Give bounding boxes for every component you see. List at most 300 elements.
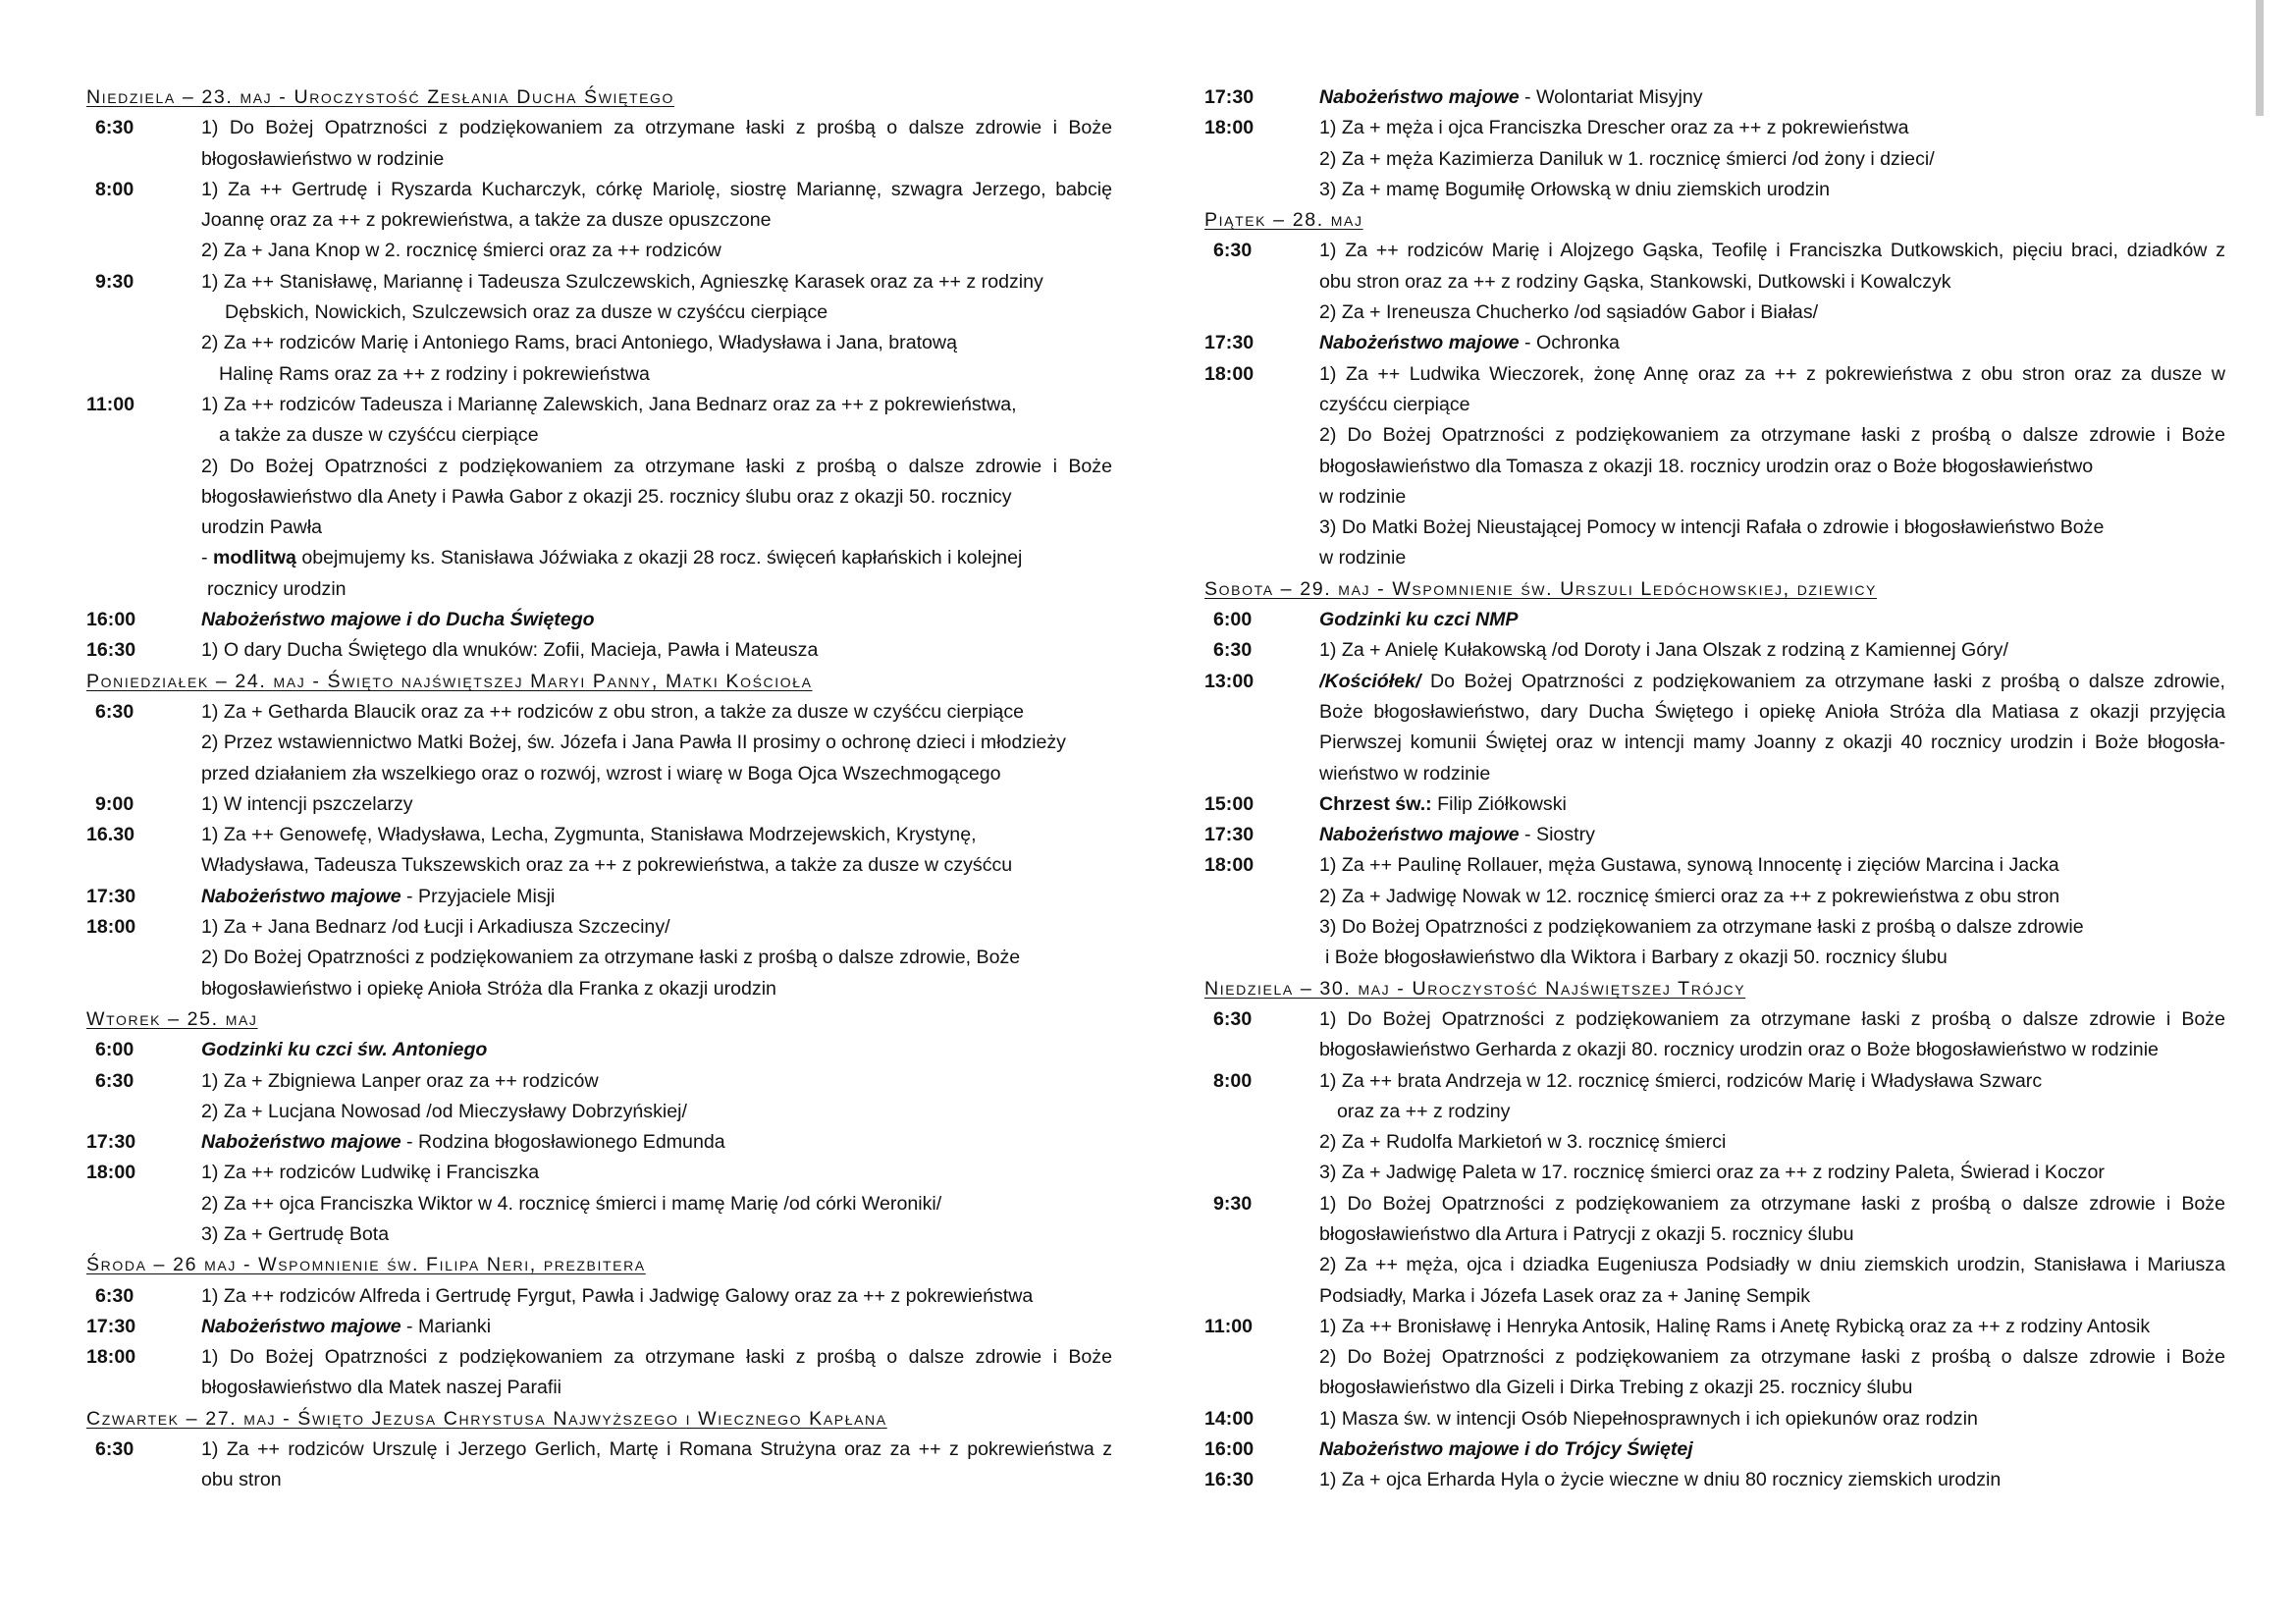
- intention-list: [201, 1127, 1112, 1158]
- service-label: Nabożeństwo majowe: [201, 1131, 401, 1154]
- mass-time: 14:00: [1204, 1407, 1255, 1430]
- intention-line: [201, 605, 1112, 635]
- mass-entry: [86, 1066, 1112, 1128]
- intention-line: [201, 144, 1112, 175]
- mass-entry: [86, 1158, 1112, 1250]
- mass-entry: [1204, 328, 2225, 358]
- line-text: 2) Za ++ ojca Franciszka Wiktor w 4. rocznicę śmierci i mamę Marię /od córki Weroniki/: [201, 1192, 942, 1215]
- line-text: błogosławieństwo Gerharda z okazji 80. rocznicy urodzin oraz o Boże błogosławieństwo w rodzinie: [1319, 1039, 2159, 1061]
- line-text: 3) Do Matki Bożej Nieustającej Pomocy w intencji Rafała o zdrowie i błogosławieństwo Boże: [1319, 516, 2105, 539]
- intention-line: [201, 175, 1112, 205]
- mass-time: 17:30: [1204, 332, 1255, 354]
- intention-list: [1319, 667, 2225, 789]
- intention-line: [1319, 1004, 2225, 1035]
- line-text: błogosławieństwo dla Matek naszej Parafii: [201, 1377, 562, 1399]
- mass-entry: [86, 113, 1112, 175]
- scrollbar-thumb[interactable]: [2256, 0, 2264, 116]
- intention-line: [1319, 175, 2225, 205]
- line-text: błogosławieństwo dla Anety i Pawła Gabor z okazji 25. rocznicy ślubu oraz z okazji 50. rocznicy: [201, 485, 1012, 508]
- intention-line: [201, 1373, 1112, 1403]
- intention-list: [1319, 82, 2225, 113]
- mass-time: 18:00: [1204, 117, 1255, 139]
- intention-list: [1319, 236, 2225, 328]
- line-text: Halinę Rams oraz za ++ z rodziny i pokrewieństwa: [219, 362, 650, 385]
- intention-line: [1319, 1404, 2225, 1435]
- line-text: Godzinki ku czci św. Antoniego: [201, 1039, 488, 1061]
- mass-time: 17:30: [86, 885, 136, 907]
- line-text: wieństwo w rodzinie: [1319, 762, 1491, 785]
- mass-time: 6:30: [1213, 1007, 1253, 1030]
- intention-line: [201, 205, 1112, 236]
- intention-line: [1319, 328, 2225, 358]
- mass-entry: [86, 267, 1112, 390]
- line-text: Dębskich, Nowickich, Szulczewsich oraz za dusze w czyśćcu cierpiące: [225, 301, 828, 324]
- intention-line: [1319, 1189, 2225, 1219]
- intention-line: [1319, 1097, 2225, 1127]
- bold-label: modlitwą: [212, 547, 296, 569]
- line-text: 2) Za + męża Kazimierza Daniluk w 1. rocznicę śmierci /od żony i dzieci/: [1319, 147, 1935, 170]
- line-text: 2) Za ++ męża, ojca i dziadka Eugeniusza Podsiadły w dniu ziemskich urodzin, Stanisława i Mariusza: [1319, 1254, 2225, 1276]
- intention-line: [1319, 359, 2225, 390]
- line-text: - Rodzina błogosławionego Edmunda: [400, 1131, 725, 1154]
- intention-line: [1319, 1219, 2225, 1250]
- mass-entry: [1204, 1435, 2225, 1465]
- line-text: 1) O dary Ducha Świętego dla wnuków: Zofii, Macieja, Pawła i Mateusza: [201, 639, 819, 662]
- intention-list: [201, 390, 1112, 605]
- day-heading: Niedziela – 23. maj - Uroczystość Zesłania Ducha Świętego: [86, 86, 675, 108]
- line-text: 2) Za + Jana Knop w 2. rocznicę śmierci oraz za ++ rodziców: [201, 240, 721, 262]
- line-text: - Przyjaciele Misji: [400, 885, 556, 907]
- intention-line: [1319, 513, 2225, 543]
- mass-entry: [1204, 113, 2225, 205]
- line-text: czyśćcu cierpiące: [1319, 393, 1470, 415]
- intention-list: [1319, 113, 2225, 205]
- line-text: 1) Do Bożej Opatrzności z podziękowaniem za otrzymane łaski z prośbą o dalsze zdrowie i Boże: [1319, 1007, 2225, 1030]
- line-text: 1) Za ++ rodziców Urszulę i Jerzego Gerlich, Martę i Romana Strużyna oraz za ++ z pokrewieństwa z: [201, 1438, 1112, 1461]
- line-text: Nabożeństwo majowe i do Ducha Świętego: [201, 609, 595, 631]
- line-text: obu stron: [201, 1469, 282, 1491]
- intention-line: [201, 1465, 1112, 1495]
- intention-list: [1319, 1312, 2225, 1404]
- intention-line: [201, 359, 1112, 390]
- intention-line: [201, 789, 1112, 820]
- mass-time: 18:00: [86, 916, 136, 939]
- intention-line: [201, 1097, 1112, 1127]
- mass-time: 17:30: [86, 1131, 136, 1154]
- intention-line: [201, 543, 1112, 573]
- intention-line: [1319, 543, 2225, 573]
- intention-line: [201, 943, 1112, 973]
- intention-line: [201, 1219, 1112, 1250]
- day-heading: Sobota – 29. maj - Wspomnienie św. Urszuli Ledóchowskiej, dziewicy: [1204, 577, 1877, 600]
- mass-entry: [86, 605, 1112, 635]
- line-text: Nabożeństwo majowe i do Trójcy Świętej: [1319, 1438, 1693, 1461]
- mass-entry: [86, 1435, 1112, 1496]
- intention-line: [201, 728, 1112, 758]
- intention-list: [201, 175, 1112, 267]
- line-text: 2) Za + Lucjana Nowosad /od Mieczysławy Dobrzyńskiej/: [201, 1100, 687, 1122]
- mass-time: 16:30: [86, 639, 136, 662]
- intention-list: [201, 605, 1112, 635]
- mass-time: 6:30: [1213, 639, 1253, 662]
- intention-line: [201, 452, 1112, 482]
- intention-line: [1319, 635, 2225, 666]
- intention-line: [201, 1312, 1112, 1342]
- mass-entry: [86, 912, 1112, 1004]
- intention-line: [1319, 236, 2225, 266]
- mass-entry: [1204, 236, 2225, 328]
- mass-time: 17:30: [1204, 86, 1255, 108]
- intention-list: [201, 635, 1112, 666]
- line-text: 1) Za ++ Stanisławę, Mariannę i Tadeusza Szulczewskich, Agnieszkę Karasek oraz za ++ z rodziny: [201, 270, 1043, 293]
- line-text: - Ochronka: [1519, 332, 1620, 354]
- line-text: 1) Do Bożej Opatrzności z podziękowaniem za otrzymane łaski z prośbą o dalsze zdrowie i Boże: [1319, 1192, 2225, 1215]
- mass-time: 8:00: [95, 178, 134, 200]
- intention-line: [1319, 1250, 2225, 1280]
- mass-time: 13:00: [1204, 670, 1255, 692]
- line-text: obu stron oraz za ++ z rodziny Gąska, Stankowski, Dutkowski i Kowalczyk: [1319, 270, 1951, 293]
- mass-time: 6:00: [1213, 609, 1253, 631]
- line-text: 1) Za ++ rodziców Alfreda i Gertrudę Fyrgut, Pawła i Jadwigę Galowy oraz za ++ z pokrewieństwa: [201, 1284, 1034, 1307]
- line-text: 2) Za + Rudolfa Markietoń w 3. rocznicę śmierci: [1319, 1131, 1727, 1154]
- mass-entry: [1204, 1465, 2225, 1495]
- intention-line: [1319, 1435, 2225, 1465]
- mass-time: 16.30: [86, 824, 135, 846]
- line-text: 1) Do Bożej Opatrzności z podziękowaniem za otrzymane łaski z prośbą o dalsze zdrowie i Boże: [201, 117, 1112, 139]
- intention-line: [201, 1342, 1112, 1373]
- intention-list: [201, 1312, 1112, 1342]
- line-text: - Wolontariat Misyjny: [1519, 86, 1703, 108]
- intention-line: [201, 1127, 1112, 1158]
- intention-line: [201, 759, 1112, 789]
- line-text: 3) Za + Jadwigę Paleta w 17. rocznicę śmierci oraz za ++ z rodziny Paleta, Świerad i Koczor: [1319, 1162, 2105, 1184]
- intention-list: [201, 789, 1112, 820]
- left-column: [86, 82, 1112, 1496]
- intention-line: [1319, 298, 2225, 328]
- intention-line: [1319, 482, 2225, 513]
- intention-line: [1319, 1127, 2225, 1158]
- intention-line: [1319, 1066, 2225, 1097]
- mass-time: 11:00: [1204, 1315, 1254, 1337]
- day-heading: Środa – 26 maj - Wspomnienie św. Filipa Neri, prezbitera: [86, 1254, 646, 1276]
- mass-entry: [86, 697, 1112, 789]
- mass-time: 18:00: [86, 1346, 136, 1369]
- mass-time: 18:00: [86, 1162, 136, 1184]
- intention-line: [1319, 697, 2225, 728]
- line-prefix: -: [201, 547, 213, 569]
- intention-list: [201, 267, 1112, 390]
- intention-line: [201, 697, 1112, 728]
- line-text: a także za dusze w czyśćcu cierpiące: [219, 424, 539, 447]
- intention-line: [1319, 390, 2225, 420]
- day-heading: Piątek – 28. maj: [1204, 209, 1363, 232]
- mass-entry: [1204, 820, 2225, 850]
- intention-list: [201, 1035, 1112, 1065]
- line-text: Boże błogosławieństwo, dary Ducha Świętego i opiekę Anioła Stróża dla Matiasa z okazji przyjęcia: [1319, 700, 2225, 723]
- mass-time: 6:30: [95, 117, 134, 139]
- intention-list: [1319, 359, 2225, 574]
- line-text: Joannę oraz za ++ z pokrewieństwa, a także za dusze opuszczone: [201, 209, 772, 232]
- intention-line: [201, 420, 1112, 451]
- mass-entry: [86, 175, 1112, 267]
- mass-entry: [1204, 1189, 2225, 1312]
- intention-line: [1319, 728, 2225, 758]
- day-heading: Poniedziałek – 24. maj - Święto najświętszej Maryi Panny, Matki Kościoła: [86, 670, 813, 692]
- intention-line: [201, 1189, 1112, 1219]
- mass-entry: [1204, 850, 2225, 973]
- intention-line: [201, 482, 1112, 513]
- intention-line: [201, 635, 1112, 666]
- mass-time: 9:30: [1213, 1192, 1253, 1215]
- intention-line: [201, 1066, 1112, 1097]
- line-text: Godzinki ku czci NMP: [1319, 609, 1519, 631]
- intention-line: [1319, 1281, 2225, 1312]
- line-text: 1) Za + męża i ojca Franciszka Drescher oraz za ++ z pokrewieństwa: [1319, 117, 1909, 139]
- line-text: 1) Za ++ Paulinę Rollauer, męża Gustawa, synową Innocentę i zięciów Marcina i Jacka: [1319, 854, 2059, 877]
- line-text: 2) Za + Jadwigę Nowak w 12. rocznicę śmierci oraz za ++ z pokrewieństwa z obu stron: [1319, 885, 2060, 907]
- line-text: błogosławieństwo dla Tomasza z okazji 18. rocznicy urodzin oraz o Boże błogosławieństwo: [1319, 455, 2094, 477]
- intention-list: [1319, 820, 2225, 850]
- line-text: 1) Za ++ rodziców Marię i Alojzego Gąska, Teofilę i Franciszka Dutkowskich, pięciu braci, dziadków z: [1319, 240, 2225, 262]
- mass-entry: [1204, 1404, 2225, 1435]
- line-text: 1) Za + Jana Bednarz /od Łucji i Arkadiusza Szczeciny/: [201, 916, 670, 939]
- intention-list: [201, 1342, 1112, 1404]
- day-heading: Niedziela – 30. maj - Uroczystość Najświętszej Trójcy: [1204, 977, 1746, 1000]
- mass-entry: [1204, 1066, 2225, 1189]
- intention-line: [201, 850, 1112, 881]
- service-label: Nabożeństwo majowe: [1319, 86, 1520, 108]
- intention-line: [1319, 144, 2225, 175]
- intention-list: [1319, 789, 2225, 820]
- line-text: rocznicy urodzin: [207, 577, 347, 600]
- intention-list: [1319, 1004, 2225, 1066]
- line-text: 2) Do Bożej Opatrzności z podziękowaniem za otrzymane łaski z prośbą o dalsze zdrowie i Boże: [201, 455, 1112, 477]
- intention-line: [1319, 667, 2225, 697]
- mass-entry: [86, 1312, 1112, 1342]
- intention-line: [201, 390, 1112, 420]
- intention-list: [1319, 605, 2225, 635]
- line-text: 2) Przez wstawiennictwo Matki Bożej, św. Józefa i Jana Pawła II prosimy o ochronę dzieci i młodzieży: [201, 731, 1066, 754]
- intention-line: [1319, 1158, 2225, 1188]
- intention-line: [1319, 943, 2225, 973]
- line-text: błogosławieństwo i opiekę Anioła Stróża dla Franka z okazji urodzin: [201, 977, 776, 1000]
- intention-line: [201, 328, 1112, 358]
- mass-time: 16:30: [1204, 1469, 1255, 1491]
- mass-time: 17:30: [1204, 824, 1255, 846]
- line-text: oraz za ++ z rodziny: [1337, 1100, 1511, 1122]
- mass-time: 6:30: [95, 700, 134, 723]
- mass-time: 6:30: [95, 1438, 134, 1461]
- line-text: Pierwszej komunii Świętej oraz w intencji mamy Joanny z okazji 40 rocznicy urodzin i Boże błogosła-: [1319, 731, 2225, 754]
- intention-list: [201, 882, 1112, 912]
- intention-line: [1319, 1312, 2225, 1342]
- intention-list: [201, 113, 1112, 175]
- intention-list: [201, 912, 1112, 1004]
- mass-time: 6:00: [95, 1039, 134, 1061]
- intention-list: [1319, 1465, 2225, 1495]
- line-text: i Boże błogosławieństwo dla Wiktora i Barbary z okazji 50. rocznicy ślubu: [1325, 947, 1948, 969]
- line-text: 2) Do Bożej Opatrzności z podziękowaniem za otrzymane łaski z prośbą o dalsze zdrowie, Boże: [201, 947, 1021, 969]
- mass-entry: [86, 1127, 1112, 1158]
- line-text: 1) Za ++ Bronisławę i Henryka Antosik, Halinę Rams i Anetę Rybicką oraz za ++ z rodziny Antosik: [1319, 1315, 2151, 1337]
- intention-list: [201, 1435, 1112, 1496]
- mass-time: 6:30: [1213, 240, 1253, 262]
- mass-entry: [1204, 605, 2225, 635]
- mass-entry: [86, 820, 1112, 882]
- right-column: [1204, 82, 2225, 1496]
- intention-line: [1319, 1373, 2225, 1403]
- intention-list: [201, 697, 1112, 789]
- service-label: Nabożeństwo majowe: [201, 885, 401, 907]
- mass-entry: [86, 789, 1112, 820]
- mass-entry: [1204, 1004, 2225, 1066]
- mass-entry: [86, 882, 1112, 912]
- intention-list: [201, 1281, 1112, 1312]
- line-text: 1) Za ++ brata Andrzeja w 12. rocznicę śmierci, rodziców Marię i Władysława Szwarc: [1319, 1069, 2043, 1092]
- line-text: 1) Za ++ Gertrudę i Ryszarda Kucharczyk, córkę Mariolę, siostrę Mariannę, szwagra Jerzego, babcię: [201, 178, 1112, 200]
- line-text: 3) Do Bożej Opatrzności z podziękowaniem za otrzymane łaski z prośbą o dalsze zdrowie: [1319, 916, 2084, 939]
- line-text: 1) Za + Zbigniewa Lanper oraz za ++ rodziców: [201, 1069, 599, 1092]
- line-text: 2) Za ++ rodziców Marię i Antoniego Rams, braci Antoniego, Władysława i Jana, bratową: [201, 332, 957, 354]
- line-text: w rodzinie: [1319, 485, 1407, 508]
- line-text: obejmujemy ks. Stanisława Jóźwiaka z okazji 28 rocz. święceń kapłańskich i kolejnej: [295, 547, 1023, 569]
- line-text: przed działaniem zła wszelkiego oraz o rozwój, wzrost i wiarę w Boga Ojca Wszechmogącego: [201, 762, 1001, 785]
- line-text: 1) Za ++ rodziców Ludwikę i Franciszka: [201, 1162, 540, 1184]
- intention-line: [201, 298, 1112, 328]
- line-text: - Siostry: [1519, 824, 1595, 846]
- line-text: 1) Za + Getharda Blaucik oraz za ++ rodziców z obu stron, a także za dusze w czyśćcu cierpiące: [201, 700, 1025, 723]
- mass-entry: [86, 1342, 1112, 1404]
- intention-line: [1319, 850, 2225, 881]
- service-label: Nabożeństwo majowe: [1319, 824, 1520, 846]
- mass-time: 16:00: [1204, 1438, 1255, 1461]
- service-label: Nabożeństwo majowe: [1319, 332, 1520, 354]
- line-text: Władysława, Tadeusza Tukszewskich oraz za ++ z pokrewieństwa, a także za dusze w czyśćcu: [201, 854, 1013, 877]
- line-text: 1) Masza św. w intencji Osób Niepełnosprawnych i ich opiekunów oraz rodzin: [1319, 1407, 1978, 1430]
- bold-label: Chrzest św.:: [1319, 792, 1432, 815]
- intention-list: [1319, 1189, 2225, 1312]
- intention-line: [201, 1158, 1112, 1188]
- intention-line: [201, 113, 1112, 143]
- mass-time: 6:30: [95, 1069, 134, 1092]
- intention-line: [1319, 759, 2225, 789]
- line-text: 1) Za + Anielę Kułakowską /od Doroty i Jana Olszak z rodziną z Kamiennej Góry/: [1319, 639, 2008, 662]
- mass-entry: [86, 635, 1112, 666]
- mass-entry: [86, 390, 1112, 605]
- intention-list: [1319, 850, 2225, 973]
- intention-list: [201, 1158, 1112, 1250]
- mass-time: 11:00: [86, 393, 135, 415]
- intention-line: [1319, 420, 2225, 451]
- mass-time: 6:30: [95, 1284, 134, 1307]
- line-text: błogosławieństwo w rodzinie: [201, 147, 445, 170]
- intention-line: [1319, 1465, 2225, 1495]
- mass-time: 9:30: [95, 270, 134, 293]
- line-text: 1) Za ++ Ludwika Wieczorek, żonę Annę oraz za ++ z pokrewieństwa z obu stron oraz za dusze w: [1319, 362, 2225, 385]
- intention-line: [1319, 789, 2225, 820]
- line-text: 1) W intencji pszczelarzy: [201, 792, 413, 815]
- day-heading: Czwartek – 27. maj - Święto Jezusa Chrystusa Najwyższego i Wiecznego Kapłana: [86, 1407, 887, 1430]
- mass-entry: [1204, 1312, 2225, 1404]
- mass-entry: [1204, 667, 2225, 789]
- intention-line: [201, 882, 1112, 912]
- line-text: 2) Za + Ireneusza Chucherko /od sąsiadów Gabor i Białas/: [1319, 301, 1819, 324]
- intention-line: [201, 1035, 1112, 1065]
- mass-time: 16:00: [86, 609, 136, 631]
- mass-time: 8:00: [1213, 1069, 1253, 1092]
- intention-line: [1319, 1035, 2225, 1065]
- service-label: Nabożeństwo majowe: [201, 1315, 401, 1337]
- line-text: 1) Za ++ rodziców Tadeusza i Mariannę Zalewskich, Jana Bednarz oraz za ++ z pokrewieństwa,: [201, 393, 1017, 415]
- intention-line: [201, 974, 1112, 1004]
- mass-entry: [86, 1035, 1112, 1065]
- line-text: 3) Za + Gertrudę Bota: [201, 1222, 390, 1245]
- mass-time: 15:00: [1204, 792, 1255, 815]
- line-text: 2) Do Bożej Opatrzności z podziękowaniem za otrzymane łaski z prośbą o dalsze zdrowie i Boże: [1319, 424, 2225, 447]
- intention-line: [1319, 605, 2225, 635]
- mass-entry: [1204, 82, 2225, 113]
- intention-list: [1319, 328, 2225, 358]
- mass-time: 18:00: [1204, 854, 1255, 877]
- intention-list: [201, 820, 1112, 882]
- intention-line: [1319, 1342, 2225, 1373]
- line-text: Filip Ziółkowski: [1431, 792, 1567, 815]
- intention-line: [201, 574, 1112, 605]
- intention-line: [201, 912, 1112, 943]
- line-text: w rodzinie: [1319, 547, 1407, 569]
- line-text: 1) Za + ojca Erharda Hyla o życie wieczne w dniu 80 rocznicy ziemskich urodzin: [1319, 1469, 2002, 1491]
- intention-line: [201, 267, 1112, 298]
- line-text: Do Bożej Opatrzności z podziękowaniem za otrzymane łaski z prośbą o dalsze zdrowie,: [1420, 670, 2225, 692]
- line-text: 2) Do Bożej Opatrzności z podziękowaniem za otrzymane łaski z prośbą o dalsze zdrowie i Boże: [1319, 1346, 2225, 1369]
- intention-list: [1319, 635, 2225, 666]
- line-text: błogosławieństwo dla Artura i Patrycji z okazji 5. rocznicy ślubu: [1319, 1222, 1854, 1245]
- line-text: 1) Do Bożej Opatrzności z podziękowaniem za otrzymane łaski z prośbą o dalsze zdrowie i Boże: [201, 1346, 1112, 1369]
- intention-line: [201, 513, 1112, 543]
- line-text: 3) Za + mamę Bogumiłę Orłowską w dniu ziemskich urodzin: [1319, 178, 1830, 200]
- intention-list: [1319, 1435, 2225, 1465]
- mass-time: 18:00: [1204, 362, 1255, 385]
- intention-line: [1319, 82, 2225, 113]
- intention-line: [1319, 113, 2225, 143]
- intention-line: [1319, 820, 2225, 850]
- intention-list: [1319, 1066, 2225, 1189]
- intention-line: [1319, 882, 2225, 912]
- intention-line: [201, 1281, 1112, 1312]
- mass-time: 17:30: [86, 1315, 136, 1337]
- intention-list: [201, 1066, 1112, 1128]
- mass-entry: [1204, 635, 2225, 666]
- intention-list: [1319, 1404, 2225, 1435]
- line-text: Podsiadły, Marka i Józefa Lasek oraz za + Janinę Sempik: [1319, 1284, 1811, 1307]
- intention-line: [201, 1435, 1112, 1465]
- mass-entry: [86, 1281, 1112, 1312]
- intention-line: [201, 236, 1112, 266]
- mass-entry: [1204, 789, 2225, 820]
- service-label: /Kościółek/: [1319, 670, 1421, 692]
- intention-line: [1319, 267, 2225, 298]
- mass-time: 9:00: [95, 792, 134, 815]
- mass-entry: [1204, 359, 2225, 574]
- line-text: błogosławieństwo dla Gizeli i Dirka Trebing z okazji 25. rocznicy ślubu: [1319, 1377, 1913, 1399]
- line-text: urodzin Pawła: [201, 516, 323, 539]
- intention-line: [1319, 912, 2225, 943]
- intention-line: [201, 820, 1112, 850]
- intention-line: [1319, 452, 2225, 482]
- line-text: - Marianki: [400, 1315, 492, 1337]
- day-heading: Wtorek – 25. maj: [86, 1007, 258, 1030]
- line-text: 1) Za ++ Genowefę, Władysława, Lecha, Zygmunta, Stanisława Modrzejewskich, Krystynę,: [201, 824, 977, 846]
